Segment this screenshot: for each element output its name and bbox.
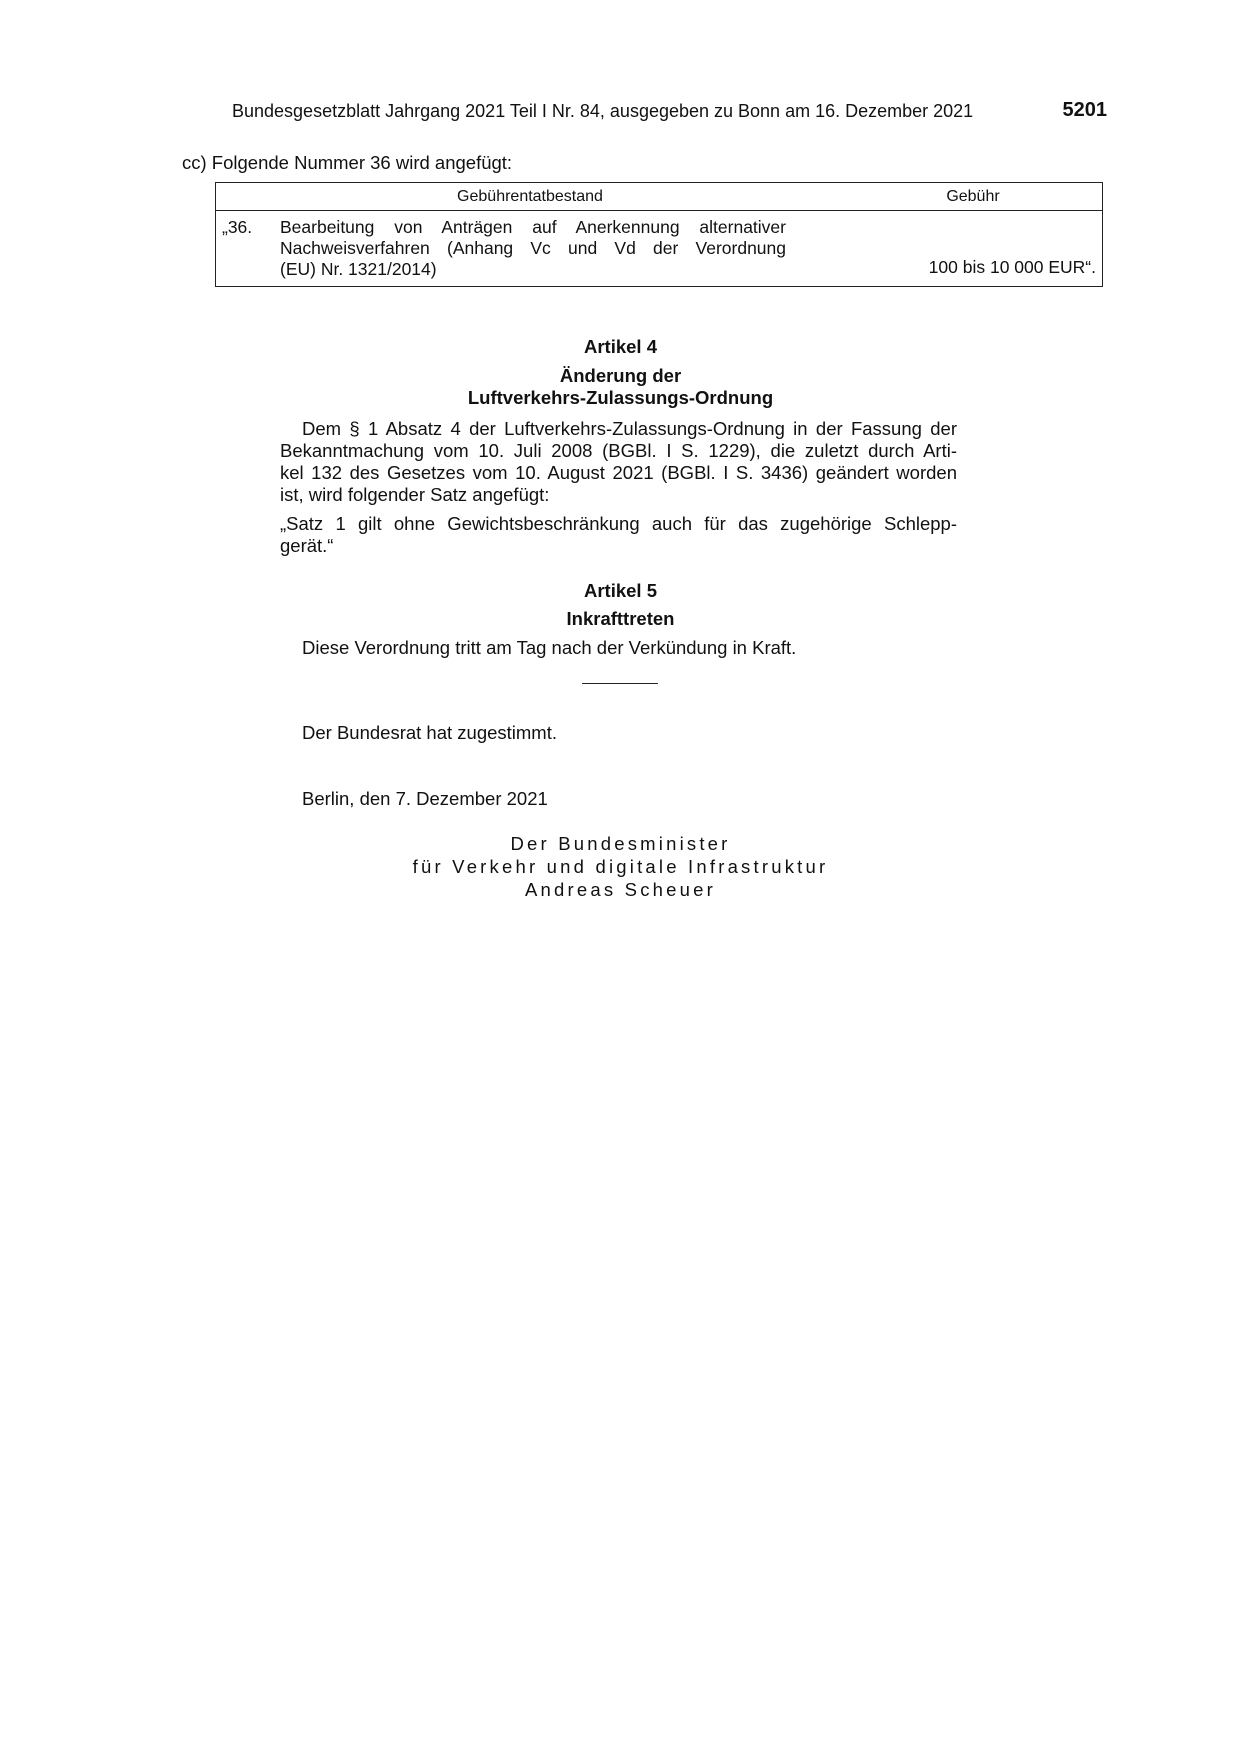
signature-name: Andreas Scheuer: [525, 879, 716, 900]
article-5-label: Artikel 5: [583, 580, 657, 601]
fee-description-cell: [216, 211, 845, 287]
article-5-text: Diese Verordnung tritt am Tag nach der Verkündung in Kraft.: [302, 637, 797, 658]
article-4-label: Artikel 4: [583, 336, 657, 357]
place-date: Berlin, den 7. Dezember 2021: [302, 788, 548, 809]
fee-table-header-row: [216, 183, 1103, 211]
bundesrat-consent: Der Bundesrat hat zugestimmt.: [302, 722, 557, 743]
paragraph-line: kel 132 des Gesetzes vom 10. August 2021 (BGBl. I S. 3436) geändert worden: [280, 462, 957, 483]
article-5-title: Inkrafttreten: [566, 608, 675, 629]
row-number: „36.: [222, 217, 253, 237]
column-header-gebuehrentatbestand: Gebührentatbestand: [216, 183, 845, 211]
paragraph-line: Bekanntmachung vom 10. Juli 2008 (BGBl. I S. 1229), die zuletzt durch Arti-: [280, 440, 957, 461]
description-line: Bearbeitung von Anträgen auf Anerkennung alternativer: [280, 217, 786, 237]
description-line: Nachweisverfahren (Anhang Vc und Vd der Verordnung: [280, 238, 786, 258]
quote-line: „Satz 1 gilt ohne Gewichtsbeschränkung auch für das zugehörige Schlepp-: [280, 513, 957, 534]
article-4-paragraph: [280, 418, 957, 506]
paragraph-line: Dem § 1 Absatz 4 der Luftverkehrs-Zulassungs-Ordnung in der Fassung der: [302, 418, 957, 439]
amendment-intro: cc) Folgende Nummer 36 wird angefügt:: [182, 152, 513, 173]
signature-title: Der Bundesminister: [510, 833, 731, 854]
row-description: [280, 217, 786, 280]
fee-amount: 100 bis 10 000 EUR“.: [928, 257, 1096, 277]
signature-ministry: für Verkehr und digitale Infrastruktur: [412, 856, 829, 877]
column-header-gebuehr: Gebühr: [844, 183, 1103, 211]
quote-line: gerät.“: [280, 535, 334, 556]
page-number: 5201: [1062, 99, 1107, 121]
article-4-title-line2: Luftverkehrs-Zulassungs-Ordnung: [467, 387, 774, 408]
fee-table: [215, 182, 1103, 287]
description-line: (EU) Nr. 1321/2014): [280, 259, 437, 279]
table-row: [216, 211, 1103, 287]
article-4-quote: [280, 513, 957, 557]
paragraph-line: ist, wird folgender Satz angefügt:: [280, 484, 550, 505]
article-4-title-line1: Änderung der: [559, 365, 682, 386]
section-divider: [582, 683, 658, 684]
running-header: Bundesgesetzblatt Jahrgang 2021 Teil I Nr. 84, ausgegeben zu Bonn am 16. Dezember 2021: [232, 101, 974, 121]
